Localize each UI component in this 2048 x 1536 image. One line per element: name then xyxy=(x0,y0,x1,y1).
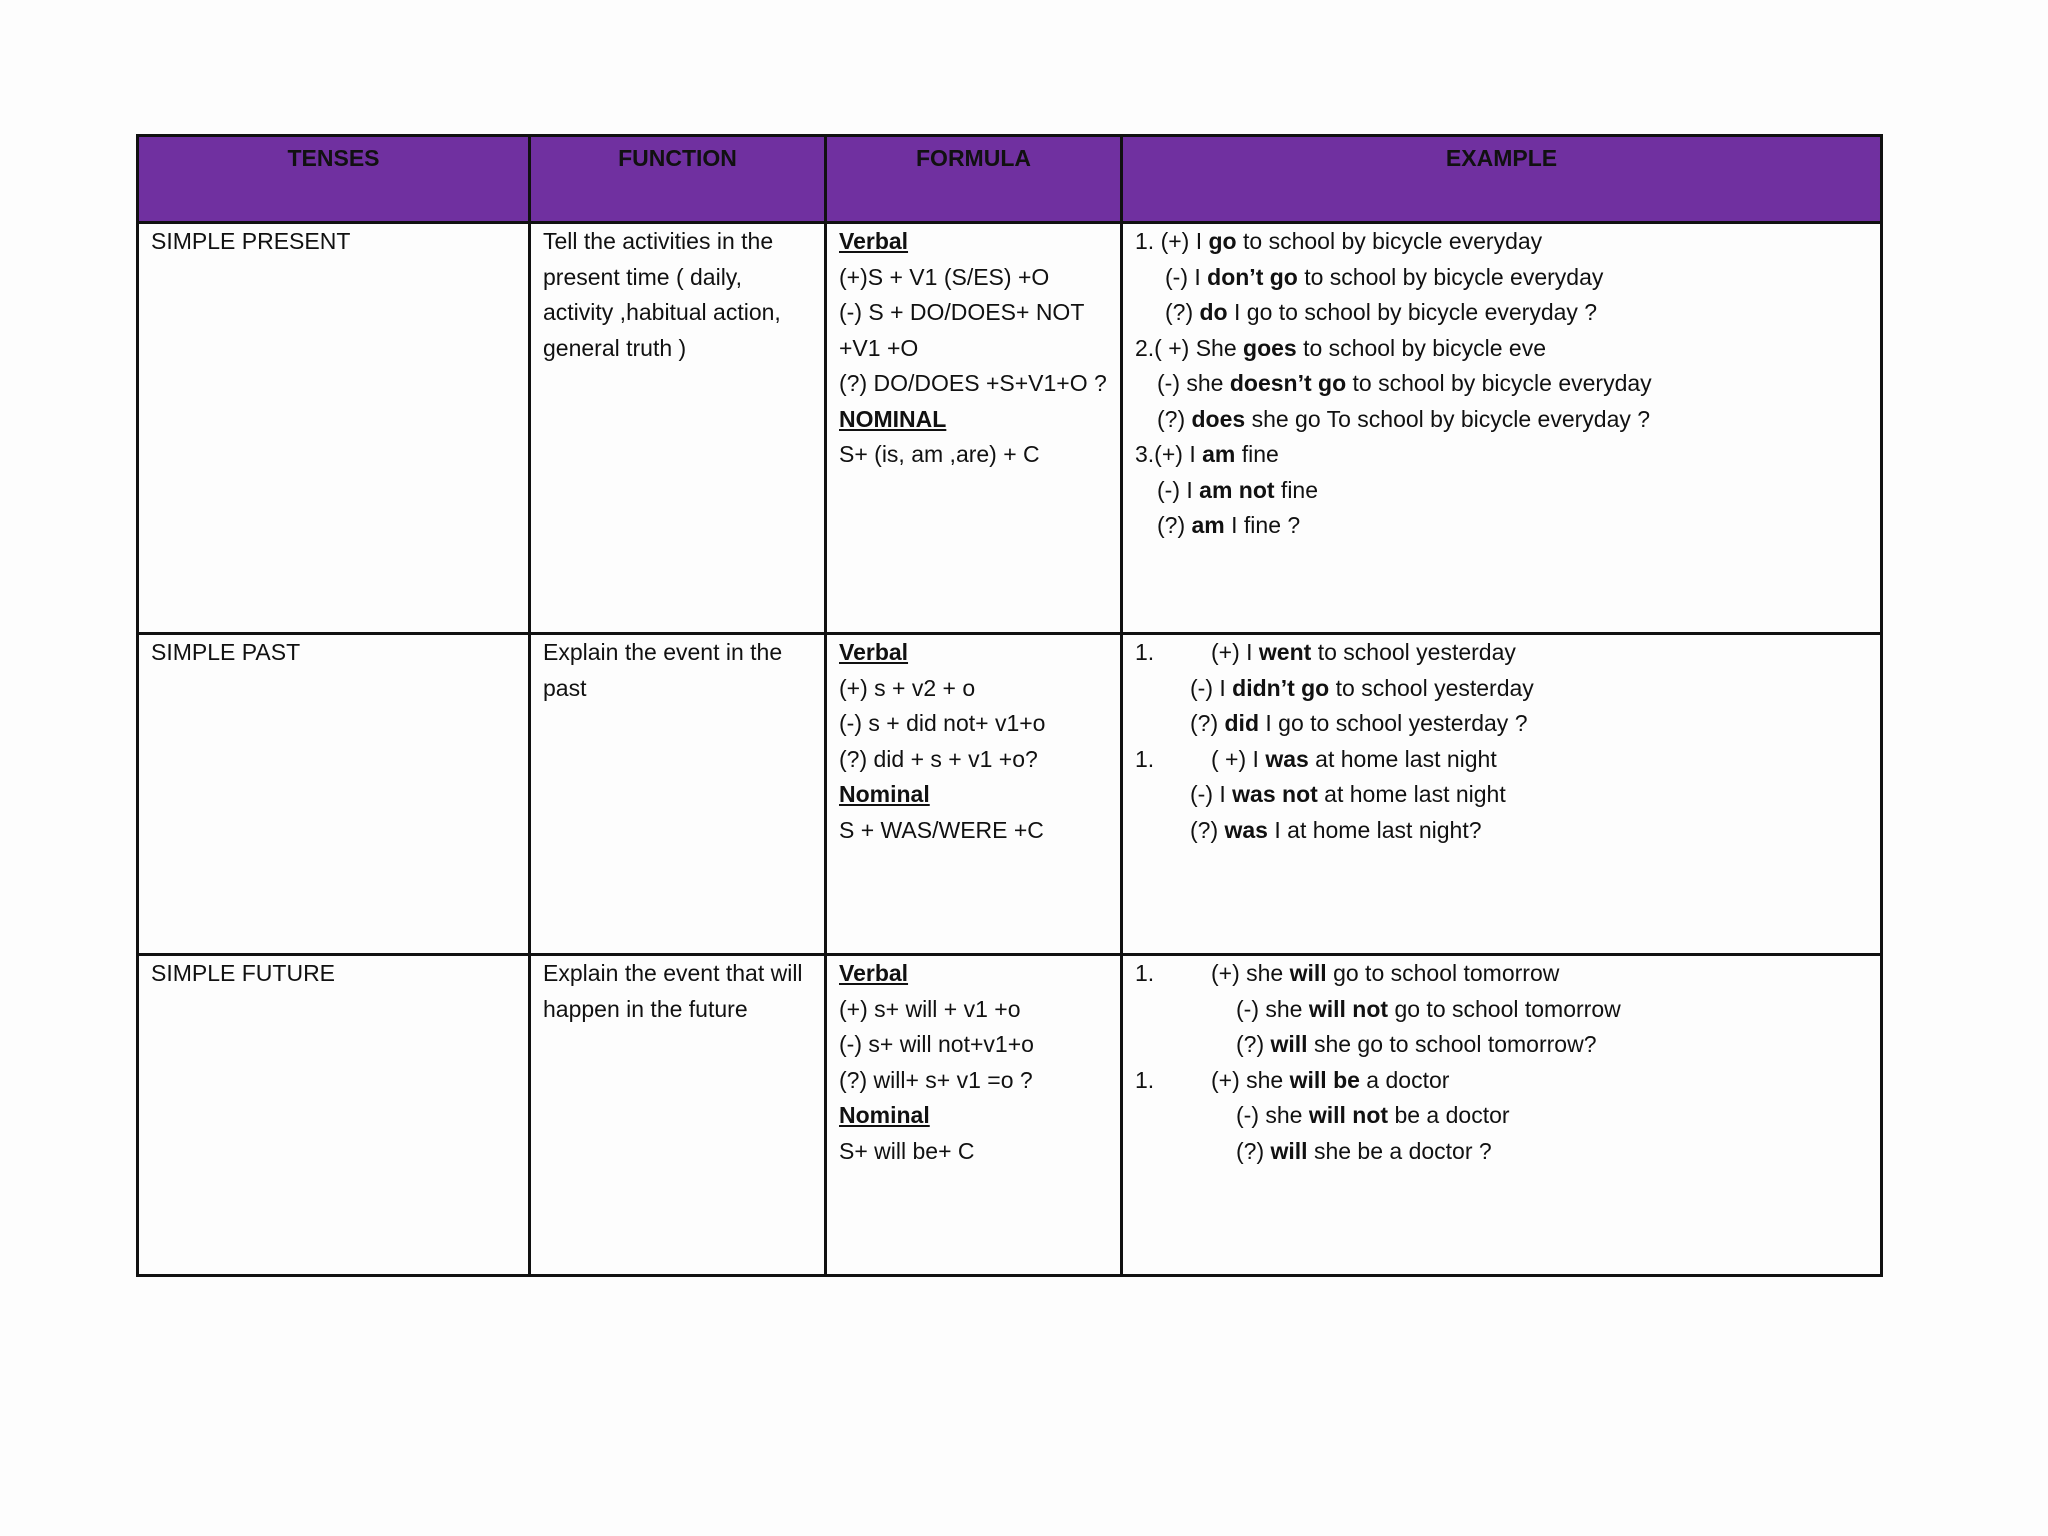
example-line: 1. (+) I went to school yesterday xyxy=(1135,639,1516,665)
function-cell xyxy=(530,955,826,1276)
example-line: (?) will she be a doctor ? xyxy=(1236,1137,1492,1164)
header-function: FUNCTION xyxy=(530,136,826,223)
formula-cell xyxy=(826,634,1122,955)
example-line: (-) I don’t go to school by bicycle everyday xyxy=(1165,263,1604,290)
tenses-table xyxy=(136,134,1883,1277)
formula-line: (+)S + V1 (S/ES) +O xyxy=(839,263,1050,290)
formula-cell xyxy=(826,955,1122,1276)
verbal-label: Verbal xyxy=(839,639,909,665)
header-formula: FORMULA xyxy=(826,136,1122,223)
formula-line: +V1 +O xyxy=(839,334,919,361)
example-line: (?) will she go to school tomorrow? xyxy=(1236,1031,1597,1057)
formula-line: (-) s+ will not+v1+o xyxy=(839,1031,1034,1057)
function-cell xyxy=(530,634,826,955)
example-line: 1. (+) I go to school by bicycle everyday xyxy=(1135,228,1543,254)
example-line: (?) do I go to school by bicycle everyday ? xyxy=(1165,299,1598,325)
header-example: EXAMPLE xyxy=(1122,136,1882,223)
example-line: 1. ( +) I was at home last night xyxy=(1135,745,1497,772)
tense-cell xyxy=(138,634,530,955)
header-tenses: TENSES xyxy=(138,136,530,223)
nominal-label: Nominal xyxy=(839,781,930,807)
example-line: (-) I am not fine xyxy=(1157,476,1319,503)
tense-name: SIMPLE PRESENT xyxy=(151,228,351,254)
formula-line: (-) S + DO/DOES+ NOT xyxy=(839,299,1085,325)
formula-line: (+) s+ will + v1 +o xyxy=(839,995,1021,1022)
example-line: (-) she will not go to school tomorrow xyxy=(1236,995,1621,1022)
example-line: (-) I was not at home last night xyxy=(1190,781,1506,807)
example-cell xyxy=(1122,634,1882,955)
function-text: Tell the activities in the present time ( daily, activity ,habitual action, general truth ) xyxy=(543,228,781,361)
formula-line: S + WAS/WERE +C xyxy=(839,816,1044,843)
example-line: (?) am I fine ? xyxy=(1157,512,1301,538)
formula-line: (?) DO/DOES +S+V1+O ? xyxy=(839,370,1107,396)
nominal-label: Nominal xyxy=(839,1102,930,1128)
example-cell xyxy=(1122,955,1882,1276)
tense-name: SIMPLE PAST xyxy=(151,639,301,665)
example-line: (-) she will not be a doctor xyxy=(1236,1102,1510,1128)
formula-line: (+) s + v2 + o xyxy=(839,674,976,701)
example-line: 1. (+) she will be a doctor xyxy=(1135,1066,1450,1093)
formula-line: S+ will be+ C xyxy=(839,1137,975,1164)
tense-cell xyxy=(138,223,530,634)
example-line: (?) does she go To school by bicycle everyday ? xyxy=(1157,405,1651,432)
table-row xyxy=(138,223,1882,634)
table-row xyxy=(138,634,1882,955)
example-line: (-) I didn’t go to school yesterday xyxy=(1190,674,1534,701)
verbal-label: Verbal xyxy=(839,960,909,986)
function-text: Explain the event in the past xyxy=(543,639,783,701)
formula-line: (-) s + did not+ v1+o xyxy=(839,710,1046,736)
example-line: (?) was I at home last night? xyxy=(1190,816,1482,843)
table-row xyxy=(138,955,1882,1276)
header-row xyxy=(138,136,1882,223)
example-line: (?) did I go to school yesterday ? xyxy=(1190,710,1528,736)
example-line: 1. (+) she will go to school tomorrow xyxy=(1135,960,1560,986)
formula-line: (?) will+ s+ v1 =o ? xyxy=(839,1066,1033,1093)
example-cell xyxy=(1122,223,1882,634)
example-line: (-) she doesn’t go to school by bicycle everyday xyxy=(1157,370,1652,396)
nominal-label: NOMINAL xyxy=(839,405,947,432)
function-cell xyxy=(530,223,826,634)
formula-line: (?) did + s + v1 +o? xyxy=(839,745,1038,772)
example-line: 3.(+) I am fine xyxy=(1135,441,1279,467)
tense-name: SIMPLE FUTURE xyxy=(151,960,336,986)
formula-cell xyxy=(826,223,1122,634)
verbal-label: Verbal xyxy=(839,228,909,254)
example-line: 2.( +) She goes to school by bicycle eve xyxy=(1135,334,1547,361)
function-text: Explain the event that will happen in the future xyxy=(543,960,803,1022)
formula-line: S+ (is, am ,are) + C xyxy=(839,441,1040,467)
tense-cell xyxy=(138,955,530,1276)
